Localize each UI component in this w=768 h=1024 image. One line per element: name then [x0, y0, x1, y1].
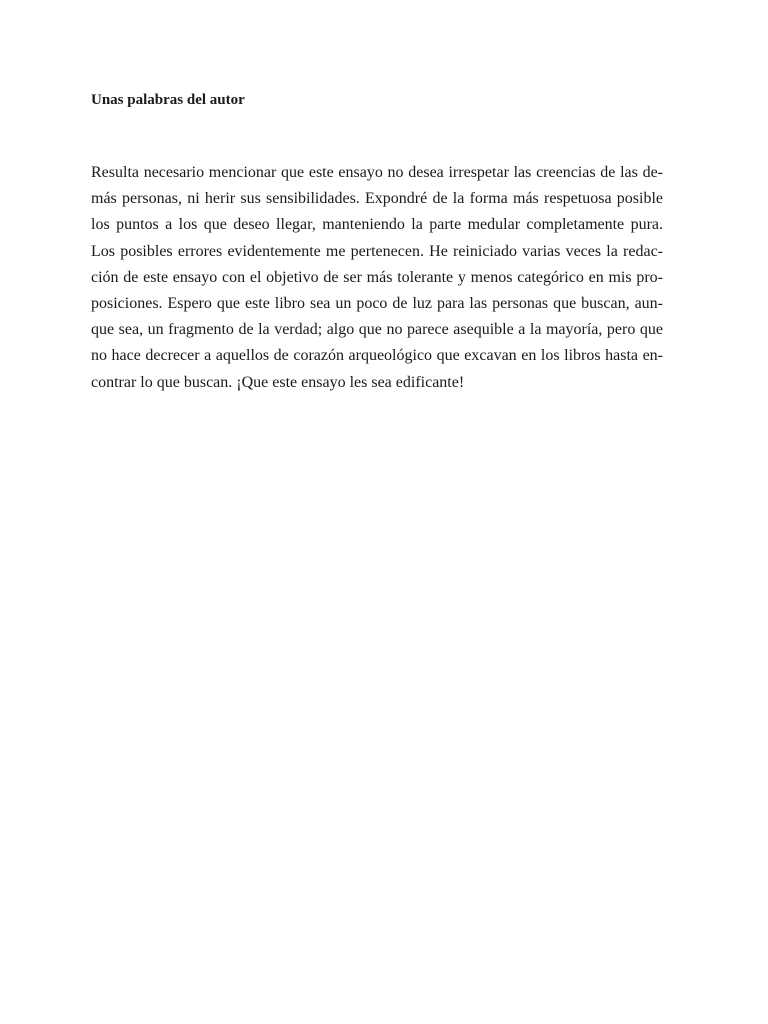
section-heading: Unas palabras del autor	[91, 92, 245, 108]
paragraph-line: Resulta necesario mencionar que este ensayo no desea irrespetar las creencias de las de-	[91, 164, 663, 181]
paragraph-line: posiciones. Espero que este libro sea un poco de luz para las personas que buscan, aun-	[91, 295, 663, 313]
paragraph-line: más personas, ni herir sus sensibilidades. Expondré de la forma más respetuosa posible	[91, 190, 663, 208]
paragraph-line: ción de este ensayo con el objetivo de ser más tolerante y menos categórico en mis pro-	[91, 268, 663, 286]
document-page	[91, 90, 663, 396]
paragraph-line: no hace decrecer a aquellos de corazón arqueológico que excavan en los libros hasta en-	[91, 347, 663, 365]
paragraph-line: contrar lo que buscan. ¡Que este ensayo les sea edificante!	[91, 373, 465, 391]
paragraph-line: Los posibles errores evidentemente me pertenecen. He reiniciado varias veces la redac-	[91, 242, 663, 260]
paragraph-line: los puntos a los que deseo llegar, manteniendo la parte medular completamente pura.	[91, 216, 663, 234]
body-paragraph	[91, 160, 663, 396]
paragraph-line: que sea, un fragmento de la verdad; algo que no parece asequible a la mayoría, pero que	[91, 321, 663, 339]
